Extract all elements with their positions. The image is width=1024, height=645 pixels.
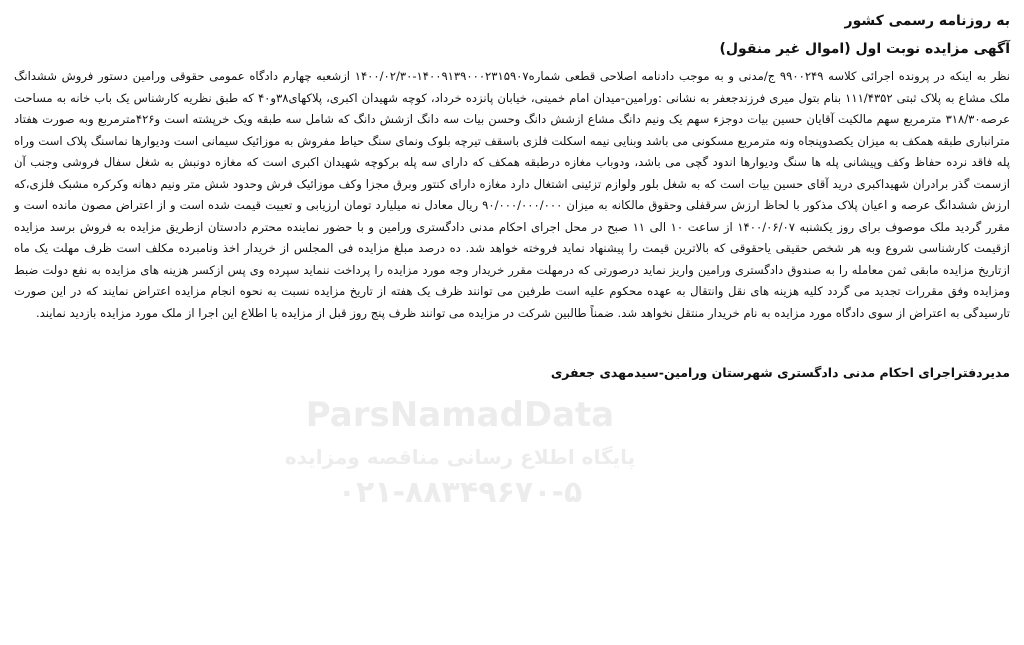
watermark-brand: ParsNamadData [305,395,615,435]
publisher-line: به روزنامه رسمی کشور [844,13,1010,29]
watermark-phone: ۰۲۱-۸۸۳۴۹۶۷۰-۵ [337,475,583,510]
watermark-caption: پایگاه اطلاع رسانی مناقصه ومزایده [284,445,636,469]
notice-title: آگهی مزایده نوبت اول (اموال غیر منقول) [719,41,1010,57]
signature-line: مدیردفتراجرای احکام مدنی دادگستری شهرستان ورامین-سیدمهدی جعفری [550,365,1010,380]
notice-body: نظر به اینکه در پرونده اجرائی کلاسه ۹۹۰۰۲۴۹ ج/مدنی و به موجب دادنامه اصلاحی قطعی شماره۱۴۰۰۹۱۳۹۰۰۰۲۳۱۵۹۰۷-۱۴۰۰/۰۲/۳۰ ازشعبه چهارم دادگاه عمومی حقوقی ورامین دستور فروش ششدانگ ملک مشاع به پلاک ثبتی ۱۱۱/۴۳۵۲ بنام بتول میری فرزندجعفر به نشانی :ورامین-میدان امام خمینی، خیابان پانزده خرداد، کوچه شهیدان اکبری، پلاکهای۳۸و۴۰ که طبق نظریه کارشناس یک باب خانه به مساحت عرصه۳۱۸/۳۰ مترمربع سهم مالکیت آقایان حسین بیات دوجزء سهم یک ونیم دانگ مشاع ازشش دانگ وحسن بیات سه دانگ ازشش دانگ که شامل سه طبقه ویک خرپشته است و۴۲۶مترمربع وبه صورت هفتاد مترانباری طبقه همکف به میزان یکصدوپنجاه ونه مترمربع مسکونی می باشد وبنایی نیمه اسکلت فلزی باسقف تیرچه بلوک ونمای سنگ حیاط مفروش به موزائیک سیمانی است ودیوارها نماسنگ پلاک است وراه پله فاقد نرده حفاظ وکف وپیشانی پله ها سنگ ودیوارها اندود گچی می باشد، ودوباب مغازه درطبقه همکف که دارای سه پله برکوچه شهیدان اکبری است که مغازه دونبش به شغل سفال فروشی وجنب آن ازسمت گذر برادران شهیداکبری درید آقای حسین بیات است که به شغل بلور ولوازم تزئینی اشتغال دارد مغازه دارای کنتور وبرق مجزا وکف موزائیک فرش وحدود شش متر ونیم دهانه وکرکره مشبک فلزی،که ارزش ششدانگ عرصه و اعیان پلاک مذکور با لحاظ ارزش سرقفلی وحقوق مالکانه به میزان ۹۰/۰۰۰/۰۰۰/۰۰۰ ریال معادل نه میلیارد تومان ارزیابی و تعییت قیمت شده است و از اعتراض مصون مانده است و مقرر گردید ملک موصوف برای روز یکشنبه ۱۴۰۰/۰۶/۰۷ از ساعت ۱۰ الی ۱۱ صبح در محل اجرای احکام مدنی دادگستری ورامین و با حضور نماینده محترم دادستان ازطریق مزایده به فروش برسد مزایده ازقیمت کارشناسی شروع وبه هر شخص حقیقی یاحقوقی که بالاترین قیمت را پیشنهاد نماید فروخته خواهد شد. ده درصد مبلغ مزایده فی المجلس از خریدار اخذ ونامبرده مکلف است ظرف مهلت یک ماه ازتاریخ مزایده مابقی ثمن معامله را به صندوق دادگستری ورامین واریز نماید درصورتی که درمهلت مقرر خریدار وجه مورد مزایده را پرداخت ننماید سپرده وی پس ازکسر هزینه های مزایده به نفع دولت ضبط ومزایده وفق مقررات تجدید می گردد کلیه هزینه های نقل وانتقال به عهده محکوم علیه است طرفین می توانند ظرف یک هفته از تاریخ مزایده نسبت به نحوه انجام مزایده اعتراض نمایند که در این صورت تارسیدگی به اعتراض از سوی دادگاه مورد مزایده به نام خریدار منتقل نخواهد شد. ضمناً طالبین شرکت در مزایده می توانند ظرف پنج روز قبل از مزایده با اطلاع این اجرا از ملک مورد مزایده بازدید نمایند. [14,69,1011,320]
